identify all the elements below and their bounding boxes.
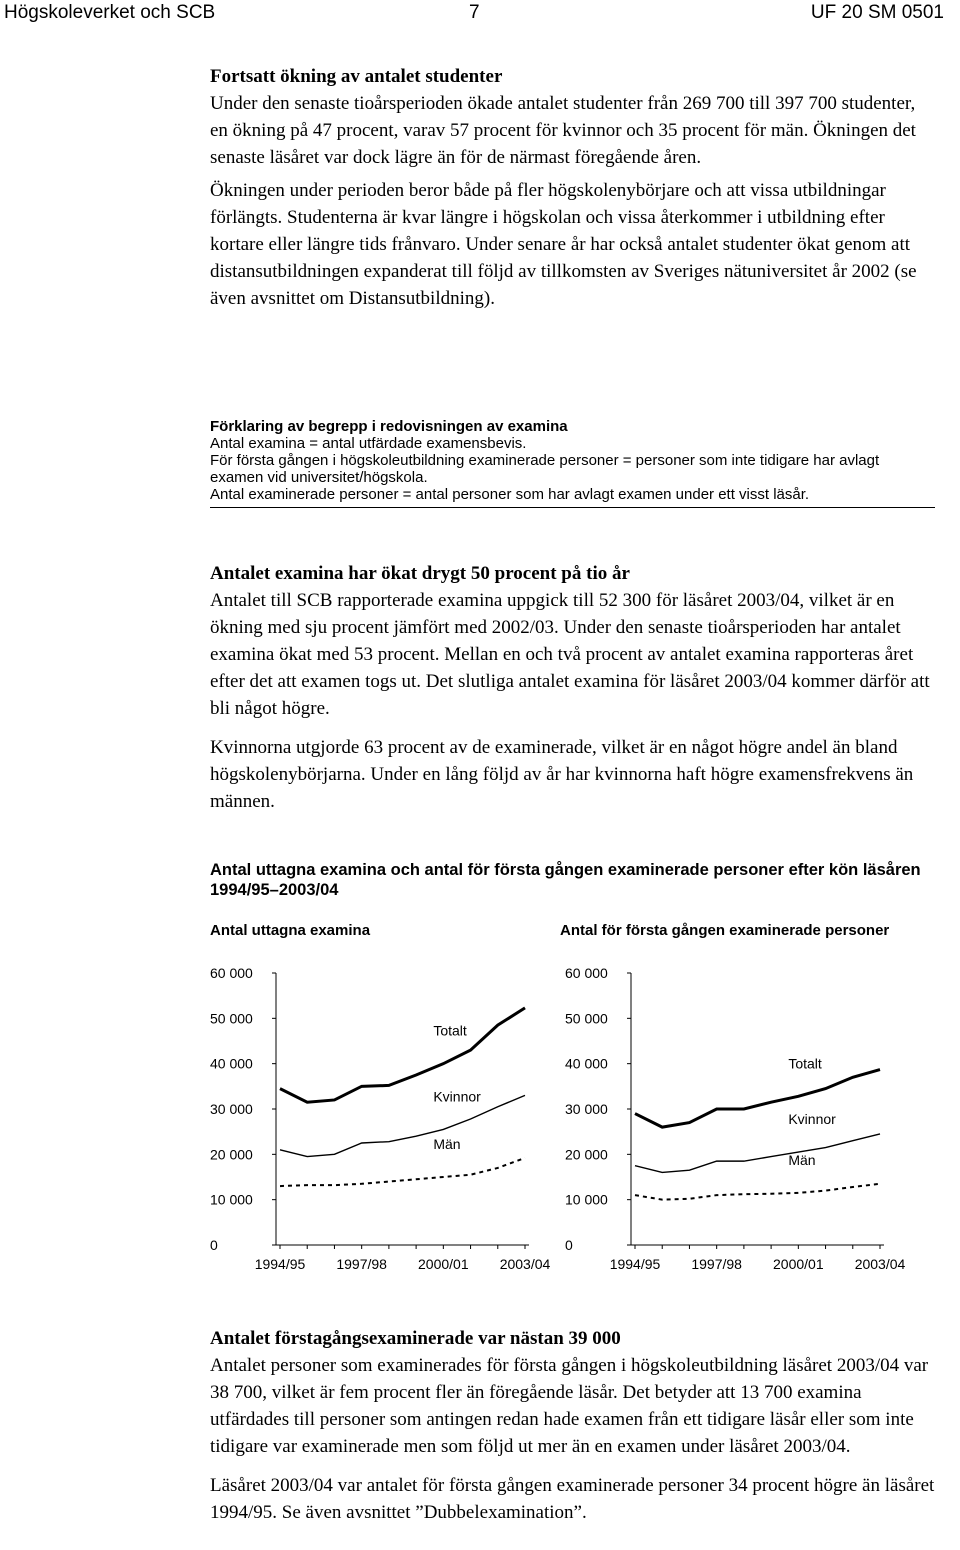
paragraph: Kvinnorna utgjorde 63 procent av de examinerade, vilket är en något högre andel än bland högskolenybörjarna. Under en lång följd av år har kvinnorna haft högre examensfrekvens än männen. xyxy=(210,737,914,812)
y-tick-label: 20 000 xyxy=(565,1146,608,1163)
series-line-män xyxy=(280,1158,525,1186)
section-degrees xyxy=(210,560,940,815)
x-tick-label: 2003/04 xyxy=(854,1256,906,1272)
section-first-time xyxy=(210,1325,935,1526)
y-tick-label: 30 000 xyxy=(210,1101,253,1117)
x-tick-label: 2000/01 xyxy=(773,1256,824,1272)
definitions-title: Förklaring av begrepp i redovisningen av examina xyxy=(210,418,568,435)
x-tick-label: 1997/98 xyxy=(691,1256,742,1272)
chart-title: Antal för första gången examinerade personer xyxy=(560,922,890,939)
section-heading: Antalet examina har ökat drygt 50 procent på tio år xyxy=(210,563,630,584)
y-tick-label: 40 000 xyxy=(565,1055,608,1072)
y-tick-label: 30 000 xyxy=(565,1101,608,1117)
chart-title: Antal uttagna examina xyxy=(210,922,371,939)
series-line-kvinnor xyxy=(280,1095,525,1156)
definition-line: Antal examinerade personer = antal personer som har avlagt examen under ett visst läsår. xyxy=(210,486,810,503)
header-left: Högskoleverket och SCB xyxy=(4,2,216,23)
chart-degrees xyxy=(200,955,570,1290)
series-line-totalt xyxy=(635,1070,880,1128)
x-tick-label: 1994/95 xyxy=(609,1256,661,1272)
series-line-kvinnor xyxy=(635,1134,880,1173)
x-tick-label: 1994/95 xyxy=(254,1256,306,1272)
section-heading: Antalet förstagångsexaminerade var nästan 39 000 xyxy=(210,1328,621,1349)
paragraph: Ökningen under perioden beror både på fler högskolenybörjare och att vissa utbildningar förlängts. Studenterna är kvar längre i högskolan och vissa återkommer i utbildning efter kortare eller längre tids frånvaro. Under senare år har också antalet studenter ökat genom att distansutbildningen expanderat till följd av tillkomsten av Sveriges nätuniversitet år 2002 (se även avsnittet om Distansutbildning). xyxy=(210,180,917,309)
page-number: 7 xyxy=(469,2,480,23)
y-tick-label: 10 000 xyxy=(565,1191,608,1208)
definitions-box xyxy=(210,418,935,508)
paragraph: Läsåret 2003/04 var antalet för första gången examinerade personer 34 procent högre än läsåret 1994/95. Se även avsnittet ”Dubbelexamination”. xyxy=(210,1475,935,1523)
series-label: Kvinnor xyxy=(433,1088,481,1105)
paragraph: Under den senaste tioårsperioden ökade antalet studenter från 269 700 till 397 700 studenter, en ökning på 47 procent, varav 57 procent för kvinnor och 35 procent för män. Ökningen det senaste läsåret var dock lägre än för de närmast föregående åren. xyxy=(210,93,916,168)
series-line-män xyxy=(635,1184,880,1200)
y-tick-label: 60 000 xyxy=(565,965,608,981)
section-students xyxy=(210,63,930,312)
series-label: Män xyxy=(433,1136,461,1152)
y-tick-label: 50 000 xyxy=(210,1010,253,1027)
x-tick-label: 2000/01 xyxy=(418,1256,469,1272)
y-tick-label: 60 000 xyxy=(210,965,253,981)
y-tick-label: 20 000 xyxy=(210,1146,253,1163)
y-tick-label: 50 000 xyxy=(565,1010,608,1027)
paragraph: Antalet till SCB rapporterade examina uppgick till 52 300 för läsåret 2003/04, vilket är en ökning med sju procent jämfört med 2002/03. Under den senaste tioårsperioden har antalet examina ökat med 53 procent. Mellan en och två procent av antalet examina rapporteras året efter det att examen togs ut. Det slutliga antalet examina för läsåret 2003/04 kommer därför att bli något högre. xyxy=(210,590,930,719)
figure-title: Antal uttagna examina och antal för första gången examinerade personer efter kön läsåren 1994/95–2003/04 xyxy=(210,861,921,899)
definition-line: Antal examina = antal utfärdade examensbevis. xyxy=(210,435,527,452)
header-right: UF 20 SM 0501 xyxy=(810,2,944,23)
chart-first-time-graduates xyxy=(555,955,925,1290)
series-label: Män xyxy=(788,1151,816,1168)
y-tick-label: 0 xyxy=(565,1237,573,1253)
definition-line: För första gången i högskoleutbildning examinerade personer = personer som inte tidigare har avlagt examen vid universitet/högskola. xyxy=(210,452,880,486)
x-tick-label: 2003/04 xyxy=(499,1256,551,1272)
x-tick-label: 1997/98 xyxy=(336,1256,387,1272)
series-label: Totalt xyxy=(433,1022,467,1039)
section-heading: Fortsatt ökning av antalet studenter xyxy=(210,66,503,87)
y-tick-label: 40 000 xyxy=(210,1055,253,1072)
y-tick-label: 10 000 xyxy=(210,1191,253,1208)
paragraph: Antalet personer som examinerades för första gången i högskoleutbildning läsåret 2003/04 var 38 700, vilket är fem procent fler än föregående läsår. Det betyder att 13 700 examina utfärdades till personer som antingen redan hade examen från ett tidigare läsår eller som inte tidigare var examinerade men som följd ut mer än en examen under läsåret 2003/04. xyxy=(210,1355,929,1457)
y-tick-label: 0 xyxy=(210,1237,218,1253)
series-label: Kvinnor xyxy=(788,1111,836,1128)
series-label: Totalt xyxy=(788,1055,822,1072)
series-line-totalt xyxy=(280,1008,525,1105)
